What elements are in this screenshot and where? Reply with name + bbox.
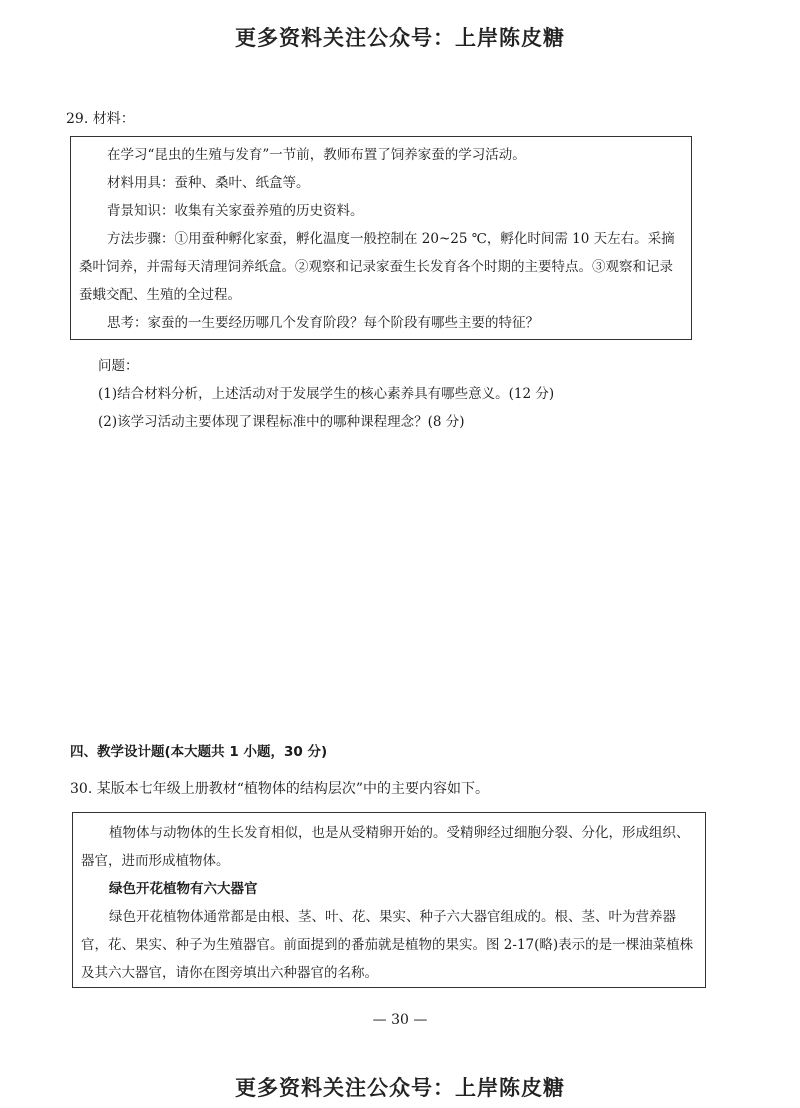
q29-material-tools: 材料用具：蚕种、桑叶、纸盒等。 — [107, 175, 310, 191]
bottom-banner: 更多资料关注公众号：上岸陈皮糖 — [235, 1076, 565, 1100]
q29-question-1: (1)结合材料分析，上述活动对于发展学生的核心素养具有哪些意义。(12 分) — [98, 386, 555, 402]
q30-content-intro: 植物体与动物体的生长发育相似，也是从受精卵开始的。受精卵经过细胞分裂、分化，形成组织、器官，进而形成植物体。 — [81, 825, 690, 869]
q30-content-box — [72, 812, 706, 988]
q30-heading: 30. 某版本七年级上册教材“植物体的结构层次”中的主要内容如下。 — [70, 781, 490, 797]
top-banner: 更多资料关注公众号：上岸陈皮糖 — [235, 26, 565, 50]
q30-content-organs: 绿色开花植物体通常都是由根、茎、叶、花、果实、种子六大器官组成的。根、茎、叶为营养器官，花、果实、种子为生殖器官。前面提到的番茄就是植物的果实。图 2-17(略)表示的是一棵油菜植株及其六大器官，请你在图旁填出六种器官的名称。 — [81, 909, 694, 981]
q29-material-intro: 在学习“昆虫的生殖与发育”一节前，教师布置了饲养家蚕的学习活动。 — [107, 147, 526, 163]
q29-questions-label: 问题： — [98, 358, 139, 374]
section-4-title: 四、教学设计题(本大题共 1 小题，30 分) — [70, 744, 328, 760]
q29-heading: 29. 材料： — [66, 111, 135, 127]
q29-material-thinking: 思考：家蚕的一生要经历哪几个发育阶段？每个阶段有哪些主要的特征？ — [107, 315, 539, 331]
q29-question-2: (2)该学习活动主要体现了课程标准中的哪种课程理念？(8 分) — [98, 414, 465, 430]
page-number: — 30 — — [372, 1012, 428, 1028]
q29-material-box — [70, 136, 692, 340]
q29-material-background: 背景知识：收集有关家蚕养殖的历史资料。 — [107, 203, 364, 219]
q30-content-subtitle: 绿色开花植物有六大器官 — [109, 881, 258, 897]
q29-material-steps: 方法步骤：①用蚕种孵化家蚕，孵化温度一般控制在 20~25 ℃，孵化时间需 10 天左右。采摘桑叶饲养，并需每天清理饲养纸盒。②观察和记录家蚕生长发育各个时期的主要特点。③观察和记录蚕蛾交配、生殖的全过程。 — [79, 231, 675, 303]
